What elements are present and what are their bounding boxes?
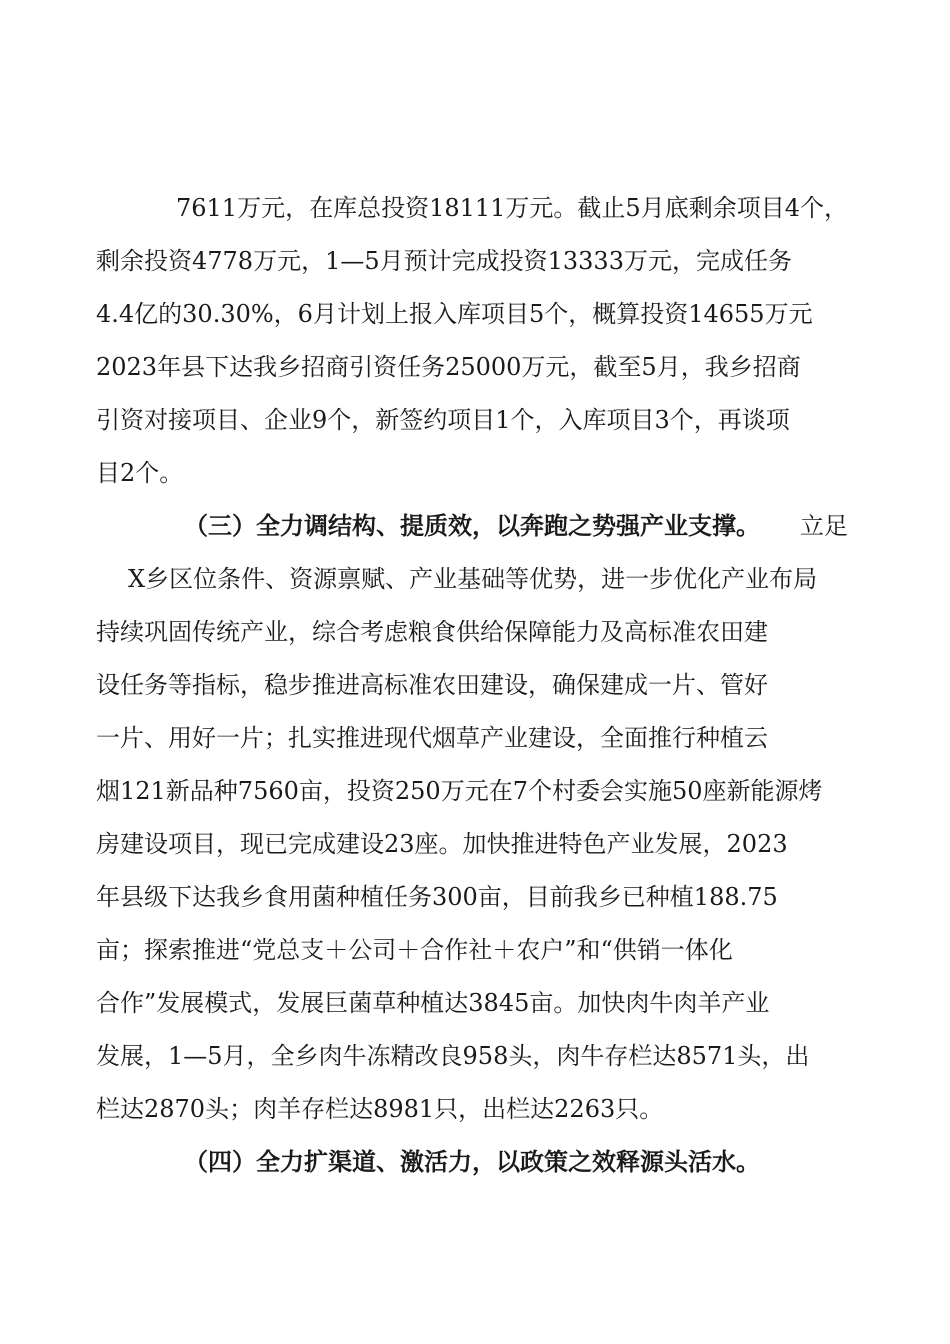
text-line: 7611万元，在库总投资18111万元。截止5月底剩余项目4个， (176, 194, 848, 222)
section-3-heading: （三）全力调结构、提质效，以奔跑之势强产业支撑。 (184, 511, 760, 540)
section-4-heading: （四）全力扩渠道、激活力，以政策之效释源头活水。 (184, 1147, 760, 1176)
section-3-lead-text: 立足 (800, 512, 848, 540)
text-line: 年县级下达我乡食用菌种植任务300亩，目前我乡已种植188.75 (96, 883, 778, 911)
text-line: 持续巩固传统产业，综合考虑粮食供给保障能力及高标准农田建 (96, 618, 768, 646)
text-line: X乡区位条件、资源禀赋、产业基础等优势，进一步优化产业布局 (128, 565, 818, 593)
text-line: 引资对接项目、企业9个，新签约项目1个，入库项目3个，再谈项 (96, 406, 790, 434)
text-line: 栏达2870头；肉羊存栏达8981只，出栏达2263只。 (96, 1095, 664, 1123)
text-line: 合作”发展模式，发展巨菌草种植达3845亩。加快肉牛肉羊产业 (96, 989, 770, 1017)
text-line: 4.4亿的30.30%，6月计划上报入库项目5个，概算投资14655万元 (96, 300, 813, 328)
section-3-first-line (0, 506, 950, 546)
text-line: 一片、用好一片；扎实推进现代烟草产业建设，全面推行种植云 (96, 724, 768, 752)
text-line: 2023年县下达我乡招商引资任务25000万元，截至5月，我乡招商 (96, 353, 801, 381)
text-line: 设任务等指标，稳步推进高标准农田建设，确保建成一片、管好 (96, 671, 768, 699)
text-line: 房建设项目，现已完成建设23座。加快推进特色产业发展，2023 (96, 830, 788, 858)
text-line: 剩余投资4778万元，1—5月预计完成投资13333万元，完成任务 (96, 247, 792, 275)
text-line: 发展，1—5月，全乡肉牛冻精改良958头，肉牛存栏达8571头，出 (96, 1042, 810, 1070)
text-line: 烟121新品种7560亩，投资250万元在7个村委会实施50座新能源烤 (96, 777, 823, 805)
section-4-first-line (0, 1142, 950, 1182)
text-line: 目2个。 (96, 459, 184, 487)
text-line: 亩；探索推进“党总支＋公司＋合作社＋农户”和“供销一体化 (96, 936, 733, 964)
